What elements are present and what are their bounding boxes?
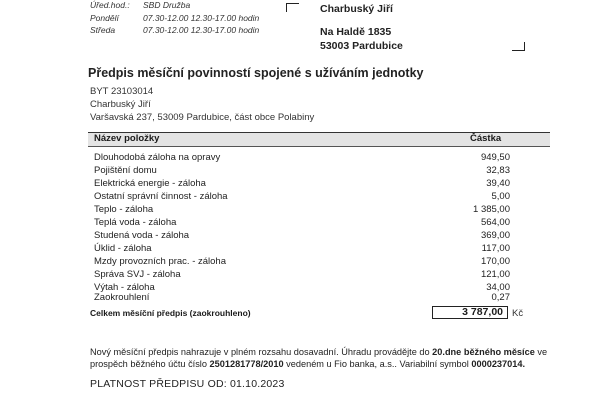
row-amount: 0,27 — [491, 292, 510, 303]
recipient-name: Charbuský Jiří — [320, 3, 393, 15]
office-hours-label: Úřed.hod.: — [90, 0, 130, 10]
row-amount: 564,00 — [480, 217, 510, 228]
payment-due-day: 20.dne běžného měsíce — [432, 347, 535, 357]
row-amount: 369,00 — [480, 230, 510, 241]
payment-note-text: Nový měsíční předpis nahrazuje v plném rozsahu dosavadní. Úhradu provádějte do — [90, 347, 433, 357]
row-amount: 39,40 — [486, 178, 510, 189]
row-amount: 117,00 — [481, 243, 510, 254]
row-label: Teplá voda - záloha — [94, 217, 177, 228]
row-label: Teplo - záloha — [94, 204, 154, 215]
row-label: Správa SVJ - záloha — [94, 269, 181, 280]
address-window-corner-bottom-right — [512, 42, 525, 51]
column-header-amount: Částka — [470, 133, 502, 144]
payment-note-line-2 — [90, 359, 525, 369]
row-amount: 5,00 — [491, 191, 510, 202]
office-hours-1: 07.30-12.00 12.30-17.00 hodin — [143, 13, 260, 23]
office-hours-2: 07.30-12.00 12.30-17.00 hodin — [143, 25, 260, 35]
document-title: Předpis měsíční povinností spojené s užíváním jednotky — [88, 66, 424, 80]
row-amount: 1 385,00 — [473, 204, 510, 215]
address-window-corner-top-left — [286, 3, 299, 12]
bank-account-number: 2501281778/2010 — [209, 359, 284, 369]
row-label: Dlouhodobá záloha na opravy — [94, 152, 221, 163]
row-label: Výtah - záloha — [94, 282, 155, 293]
office-day-2: Středa — [90, 25, 116, 35]
row-label: Pojištění domu — [94, 165, 157, 176]
recipient-street: Na Haldě 1835 — [320, 26, 392, 38]
row-amount: 32,83 — [486, 165, 510, 176]
total-label: Celkem měsíční předpis (zaokrouhleno) — [90, 308, 251, 318]
row-label: Elektrická energie - záloha — [94, 178, 206, 189]
total-currency: Kč — [512, 308, 524, 319]
unit-id: BYT 23103014 — [90, 86, 154, 97]
column-header-name: Název položky — [94, 133, 160, 144]
row-label: Ostatní správní činnost - záloha — [94, 191, 228, 202]
variable-symbol: 0000237014. — [471, 359, 526, 369]
payment-note-line-1 — [90, 347, 547, 357]
row-label: Úklid - záloha — [94, 243, 152, 254]
row-label: Studená voda - záloha — [94, 230, 190, 241]
row-label: Zaokrouhlení — [94, 292, 150, 303]
payment-note-text: prospěch běžného účtu číslo — [90, 359, 210, 369]
unit-owner: Charbuský Jiří — [90, 99, 151, 110]
unit-address: Varšavská 237, 53009 Pardubice, část obce Polabiny — [90, 112, 315, 123]
office-day-1: Pondělí — [90, 13, 119, 23]
row-amount: 949,50 — [480, 152, 510, 163]
payment-note-text: ve — [534, 347, 548, 357]
row-amount: 170,00 — [480, 256, 510, 267]
office-org: SBD Družba — [143, 0, 191, 10]
payment-note-text: vedeném u Fio banka, a.s.. Variabilní symbol — [283, 359, 472, 369]
row-amount: 121,00 — [480, 269, 510, 280]
validity-date: PLATNOST PŘEDPISU OD: 01.10.2023 — [90, 378, 285, 390]
row-label: Mzdy provozních prac. - záloha — [94, 256, 227, 267]
recipient-city: 53003 Pardubice — [320, 40, 403, 52]
row-amount: 34,00 — [486, 282, 510, 293]
total-amount: 3 787,00 — [432, 306, 508, 319]
